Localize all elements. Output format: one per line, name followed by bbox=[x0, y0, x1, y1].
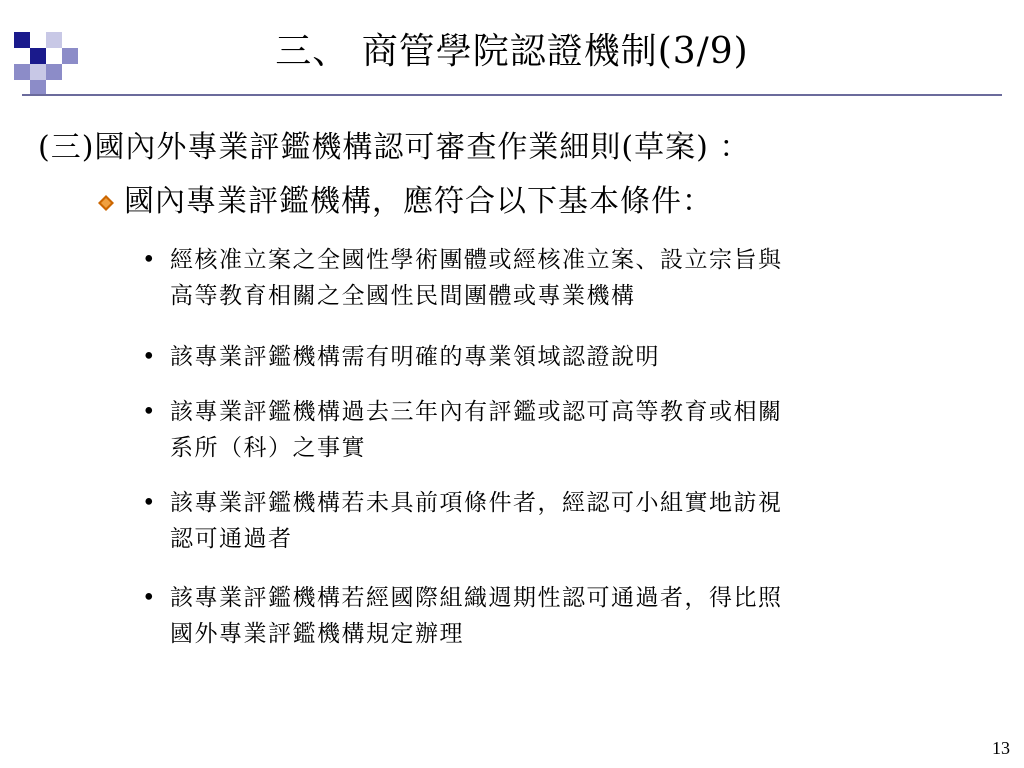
bullet-line: 高等教育相關之全國性民間團體或專業機構 bbox=[170, 283, 636, 309]
title-divider bbox=[22, 94, 1002, 96]
slide-title: 三、 商管學院認證機制(3/9) bbox=[275, 31, 749, 72]
bullet-dot-icon: • bbox=[142, 585, 158, 611]
bullet-dot-icon: • bbox=[142, 247, 158, 273]
bullet-dot-icon: • bbox=[142, 344, 158, 370]
bullet-line: 系所（科）之事實 bbox=[170, 435, 366, 461]
bullet-item bbox=[142, 580, 962, 652]
bullet-line: 該專業評鑑機構需有明確的專業領域認證說明 bbox=[170, 344, 660, 370]
content-heading: (三)國內外專業評鑑機構認可審查作業細則(草案) ： bbox=[38, 130, 751, 165]
bullet-line: 該專業評鑑機構若經國際組織週期性認可通過者，得比照 bbox=[170, 585, 783, 611]
bullet-dot-icon: • bbox=[142, 490, 158, 516]
diamond-bullet-icon bbox=[98, 195, 114, 211]
bullet-line: 國外專業評鑑機構規定辦理 bbox=[170, 621, 464, 647]
bullet-line: 認可通過者 bbox=[170, 526, 293, 552]
bullet-line: 該專業評鑑機構過去三年內有評鑑或認可高等教育或相關 bbox=[170, 399, 783, 425]
page-number: 13 bbox=[992, 738, 1010, 758]
bullet-line: 經核准立案之全國性學術團體或經核准立案、設立宗旨與 bbox=[170, 247, 783, 273]
bullet-dot-icon: • bbox=[142, 399, 158, 425]
bullet-item bbox=[142, 242, 962, 314]
subheading-text: 國內專業評鑑機構，應符合以下基本條件： bbox=[124, 184, 713, 219]
bullet-item bbox=[142, 485, 962, 557]
bullet-item bbox=[142, 394, 962, 466]
bullet-item bbox=[142, 339, 962, 375]
bullet-line: 該專業評鑑機構若未具前項條件者，經認可小組實地訪視 bbox=[170, 490, 783, 516]
